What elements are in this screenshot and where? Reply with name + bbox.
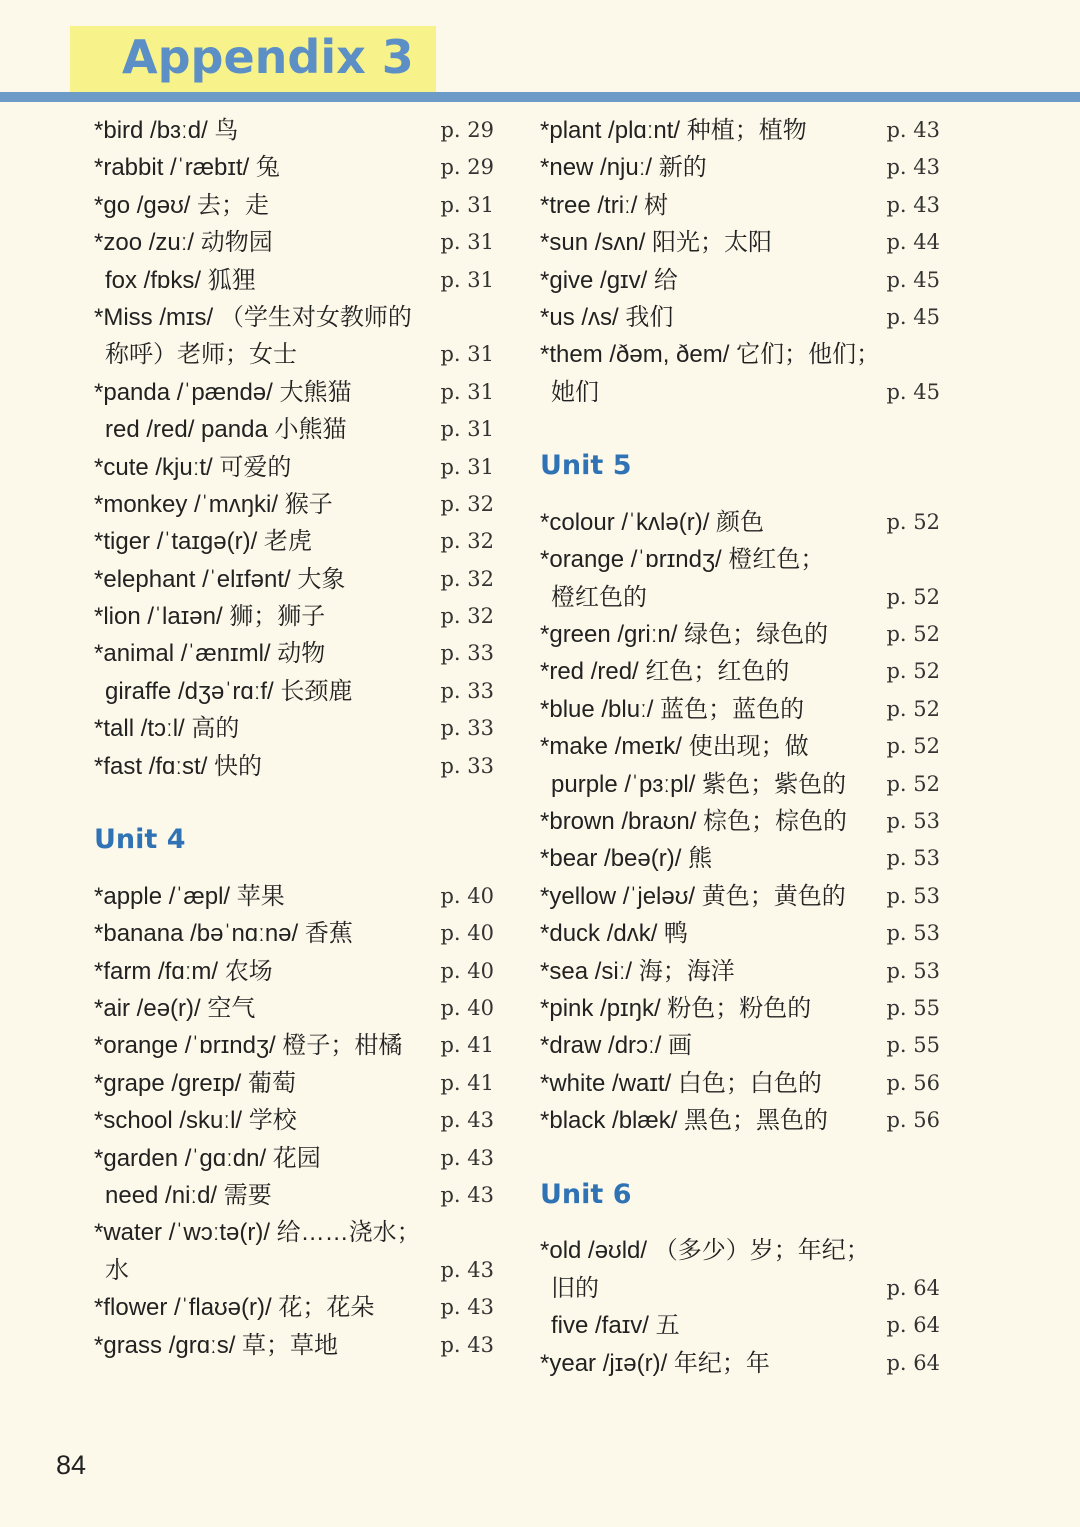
vocabulary-entry <box>540 1102 944 1139</box>
vocabulary-entry <box>540 1065 944 1102</box>
vocabulary-entry <box>94 149 498 186</box>
entry-page-ref: p. 52 <box>886 659 940 684</box>
entry-text: 称呼）老师；女士 <box>105 341 297 369</box>
vocabulary-entry <box>94 915 498 952</box>
entry-text: *school /skuːl/ 学校 <box>94 1107 297 1135</box>
entry-text: *bird /bɜːd/ 鸟 <box>94 117 239 144</box>
entry-text: *them /ðəm, ðem/ 它们；他们； <box>540 341 881 369</box>
entry-text: *white /waɪt/ 白色；白色的 <box>540 1069 822 1097</box>
entry-text: *year /jɪə(r)/ 年纪；年 <box>540 1349 770 1377</box>
vocabulary-entry <box>94 449 498 486</box>
vocabulary-entry <box>540 1307 944 1344</box>
entry-text: *blue /bluː/ 蓝色；蓝色的 <box>540 695 805 723</box>
entry-page-ref: p. 52 <box>886 509 940 534</box>
vocabulary-entry <box>540 374 944 411</box>
vocabulary-entry <box>94 1289 498 1326</box>
entry-text: 橙红色的 <box>551 583 647 611</box>
entry-text: *cute /kjuːt/ 可爱的 <box>94 453 292 481</box>
entry-page-ref: p. 29 <box>440 155 494 180</box>
entry-text: *panda /ˈpændə/ 大熊猫 <box>94 378 352 406</box>
entry-text: giraffe /dʒəˈrɑːf/ 长颈鹿 <box>105 677 353 705</box>
entry-page-ref: p. 55 <box>886 1033 940 1058</box>
entry-page-ref: p. 32 <box>440 604 494 629</box>
entry-page-ref: p. 31 <box>440 267 494 292</box>
entry-page-ref: p. 52 <box>886 734 940 759</box>
vocabulary-entry <box>94 486 498 523</box>
entry-page-ref: p. 40 <box>440 921 494 946</box>
entry-page-ref: p. 52 <box>886 696 940 721</box>
vocabulary-entry <box>540 616 944 653</box>
vocabulary-entry <box>94 598 498 635</box>
entry-text: *Miss /mɪs/ （学生对女教师的 <box>94 303 412 331</box>
entry-text: *us /ʌs/ 我们 <box>540 303 674 331</box>
vocabulary-entry <box>94 1214 498 1251</box>
entry-page-ref: p. 45 <box>886 379 940 404</box>
entry-text: *farm /fɑːm/ 农场 <box>94 957 273 985</box>
entry-page-ref: p. 43 <box>440 1108 494 1133</box>
entry-text: *water /ˈwɔːtə(r)/ 给……浇水； <box>94 1219 421 1247</box>
entry-page-ref: p. 52 <box>886 622 940 647</box>
entry-page-ref: p. 56 <box>886 1108 940 1133</box>
entry-page-ref: p. 53 <box>886 958 940 983</box>
vocabulary-entry <box>94 1102 498 1139</box>
entry-page-ref: p. 40 <box>440 958 494 983</box>
vocabulary-column-left <box>94 112 498 1364</box>
entry-page-ref: p. 32 <box>440 491 494 516</box>
entry-text: *lion /ˈlaɪən/ 狮；狮子 <box>94 603 326 631</box>
entry-text: red /red/ panda 小熊猫 <box>105 416 347 444</box>
entry-text: *banana /bəˈnɑːnə/ 香蕉 <box>94 920 353 948</box>
entry-page-ref: p. 33 <box>440 716 494 741</box>
entry-page-ref: p. 41 <box>440 1033 494 1058</box>
vocabulary-entry <box>94 187 498 224</box>
vocabulary-entry <box>540 187 944 224</box>
entry-page-ref: p. 53 <box>886 883 940 908</box>
entry-page-ref: p. 33 <box>440 753 494 778</box>
vocabulary-entry <box>94 710 498 747</box>
entry-page-ref: p. 43 <box>440 1332 494 1357</box>
entry-text: *brown /braʊn/ 棕色；棕色的 <box>540 808 848 836</box>
entry-page-ref: p. 53 <box>886 809 940 834</box>
vocabulary-entry <box>540 1232 944 1269</box>
entry-page-ref: p. 32 <box>440 566 494 591</box>
entry-text: *monkey /ˈmʌŋki/ 猴子 <box>94 490 333 518</box>
entry-text: *colour /ˈkʌlə(r)/ 颜色 <box>540 508 765 536</box>
unit-heading-text: Unit 6 <box>540 1178 632 1210</box>
vocabulary-entry <box>540 766 944 803</box>
entry-text: *duck /dʌk/ 鸭 <box>540 920 689 948</box>
entry-text: *plant /plɑːnt/ 种植；植物 <box>540 117 807 144</box>
vocabulary-entry <box>94 411 498 448</box>
vocabulary-column-right <box>540 112 944 1382</box>
entry-text: *garden /ˈɡɑːdn/ 花园 <box>94 1144 321 1172</box>
entry-page-ref: p. 53 <box>886 921 940 946</box>
entry-page-ref: p. 43 <box>886 155 940 180</box>
unit-heading-text: Unit 5 <box>540 450 632 482</box>
entry-text: five /faɪv/ 五 <box>551 1312 680 1340</box>
entry-page-ref: p. 52 <box>886 771 940 796</box>
entry-text: *bear /beə(r)/ 熊 <box>540 845 713 873</box>
entry-text: 旧的 <box>551 1274 599 1302</box>
vocabulary-entry <box>540 691 944 728</box>
vocabulary-entry <box>540 504 944 541</box>
entry-text: *make /meɪk/ 使出现；做 <box>540 733 809 761</box>
entry-text: *tree /triː/ 树 <box>540 191 669 219</box>
entry-page-ref: p. 52 <box>886 584 940 609</box>
entry-text: *rabbit /ˈræbɪt/ 兔 <box>94 154 280 182</box>
vocabulary-entry <box>94 224 498 261</box>
entry-text: *flower /ˈflaʊə(r)/ 花；花朵 <box>94 1294 375 1322</box>
vocabulary-entry <box>94 299 498 336</box>
entry-text: *pink /pɪŋk/ 粉色；粉色的 <box>540 995 812 1022</box>
entry-text: *draw /drɔː/ 画 <box>540 1032 693 1060</box>
vocabulary-entry <box>94 953 498 990</box>
vocabulary-entry <box>540 1345 944 1382</box>
entry-text: *animal /ˈænɪml/ 动物 <box>94 640 326 668</box>
vocabulary-entry <box>94 1177 498 1214</box>
vocabulary-entry <box>94 1327 498 1364</box>
entry-page-ref: p. 29 <box>440 118 494 142</box>
vocabulary-entry <box>94 878 498 915</box>
entry-page-ref: p. 43 <box>440 1295 494 1320</box>
entry-text: 水 <box>105 1256 129 1284</box>
entry-page-ref: p. 64 <box>886 1313 940 1338</box>
vocabulary-entry <box>94 561 498 598</box>
entry-text: *old /əʊld/ （多少）岁；年纪； <box>540 1237 870 1265</box>
vocabulary-entry <box>540 262 944 299</box>
entry-text: *elephant /ˈelɪfənt/ 大象 <box>94 565 346 593</box>
unit-heading <box>94 785 498 878</box>
vocabulary-entry <box>540 728 944 765</box>
entry-text: *tiger /ˈtaɪɡə(r)/ 老虎 <box>94 528 312 556</box>
vocabulary-entry <box>94 374 498 411</box>
vocabulary-entry <box>540 840 944 877</box>
entry-text: *sea /siː/ 海；海洋 <box>540 957 735 985</box>
vocabulary-entry <box>540 149 944 186</box>
entry-text: *new /njuː/ 新的 <box>540 154 707 182</box>
vocabulary-entry <box>94 1252 498 1289</box>
vocabulary-entry <box>540 1027 944 1064</box>
entry-page-ref: p. 33 <box>440 641 494 666</box>
entry-page-ref: p. 53 <box>886 846 940 871</box>
vocabulary-entry <box>540 915 944 952</box>
vocabulary-entry <box>540 653 944 690</box>
entry-text: *sun /sʌn/ 阳光；太阳 <box>540 229 773 257</box>
vocabulary-entry <box>540 224 944 261</box>
entry-page-ref: p. 64 <box>886 1350 940 1375</box>
page-title: Appendix 3 <box>122 30 414 84</box>
entry-page-ref: p. 64 <box>886 1275 940 1300</box>
entry-page-ref: p. 43 <box>440 1182 494 1207</box>
entry-text: fox /fɒks/ 狐狸 <box>105 266 256 294</box>
entry-text: purple /ˈpɜːpl/ 紫色；紫色的 <box>551 770 847 798</box>
entry-page-ref: p. 31 <box>440 192 494 217</box>
vocabulary-entry <box>540 953 944 990</box>
entry-text: *tall /tɔːl/ 高的 <box>94 715 240 743</box>
vocabulary-entry <box>540 541 944 578</box>
vocabulary-entry <box>540 579 944 616</box>
vocabulary-entry <box>94 112 498 149</box>
vocabulary-entry <box>94 748 498 785</box>
vocabulary-entry <box>94 673 498 710</box>
vocabulary-entry <box>540 878 944 915</box>
entry-text: *green /ɡriːn/ 绿色；绿色的 <box>540 621 829 649</box>
entry-page-ref: p. 55 <box>886 996 940 1020</box>
entry-text: *orange /ˈɒrɪndʒ/ 橙子；柑橘 <box>94 1032 403 1060</box>
entry-page-ref: p. 31 <box>440 230 494 255</box>
entry-text: *zoo /zuː/ 动物园 <box>94 229 273 257</box>
entry-page-ref: p. 43 <box>886 192 940 217</box>
entry-text: *yellow /ˈjeləʊ/ 黄色；黄色的 <box>540 882 846 910</box>
vocabulary-entry <box>94 262 498 299</box>
vocabulary-entry <box>94 990 498 1027</box>
entry-text: *go /ɡəʊ/ 去；走 <box>94 191 270 219</box>
entry-page-ref: p. 44 <box>886 230 940 255</box>
entry-page-ref: p. 43 <box>886 118 940 142</box>
vocabulary-entry <box>94 1065 498 1102</box>
entry-page-ref: p. 40 <box>440 883 494 908</box>
vocabulary-entry <box>94 1027 498 1064</box>
entry-text: 她们 <box>551 378 599 406</box>
entry-page-ref: p. 45 <box>886 304 940 329</box>
entry-text: *grape /ɡreɪp/ 葡萄 <box>94 1069 296 1097</box>
entry-text: *fast /fɑːst/ 快的 <box>94 752 263 780</box>
entry-text: *black /blæk/ 黑色；黑色的 <box>540 1107 829 1135</box>
vocabulary-entry <box>540 803 944 840</box>
entry-page-ref: p. 56 <box>886 1070 940 1095</box>
unit-heading-text: Unit 4 <box>94 824 186 856</box>
entry-page-ref: p. 33 <box>440 678 494 703</box>
entry-text: need /niːd/ 需要 <box>105 1181 272 1209</box>
vocabulary-entry <box>94 635 498 672</box>
vocabulary-entry <box>94 1140 498 1177</box>
entry-text: *give /ɡɪv/ 给 <box>540 266 678 294</box>
entry-text: *apple /ˈæpl/ 苹果 <box>94 882 285 910</box>
vocabulary-entry <box>540 990 944 1027</box>
entry-page-ref: p. 31 <box>440 417 494 442</box>
unit-heading <box>540 411 944 504</box>
entry-page-ref: p. 41 <box>440 1070 494 1095</box>
vocabulary-entry <box>540 1270 944 1307</box>
unit-heading <box>540 1140 944 1233</box>
entry-page-ref: p. 31 <box>440 342 494 367</box>
vocabulary-entry <box>94 523 498 560</box>
entry-page-ref: p. 31 <box>440 379 494 404</box>
entry-page-ref: p. 32 <box>440 529 494 554</box>
page-number: 84 <box>56 1450 87 1480</box>
entry-text: *grass /ɡrɑːs/ 草；草地 <box>94 1331 339 1359</box>
entry-page-ref: p. 43 <box>440 1257 494 1282</box>
entry-text: *red /red/ 红色；红色的 <box>540 658 790 686</box>
vocabulary-entry <box>540 299 944 336</box>
vocabulary-entry <box>540 336 944 373</box>
entry-page-ref: p. 43 <box>440 1145 494 1170</box>
entry-text: *air /eə(r)/ 空气 <box>94 995 256 1022</box>
vocabulary-entry <box>540 112 944 149</box>
page-header <box>0 0 1080 104</box>
vocabulary-entry <box>94 336 498 373</box>
entry-page-ref: p. 45 <box>886 267 940 292</box>
entry-page-ref: p. 31 <box>440 454 494 479</box>
header-rule <box>0 92 1080 102</box>
entry-page-ref: p. 40 <box>440 996 494 1020</box>
entry-text: *orange /ˈɒrɪndʒ/ 橙红色； <box>540 546 825 574</box>
